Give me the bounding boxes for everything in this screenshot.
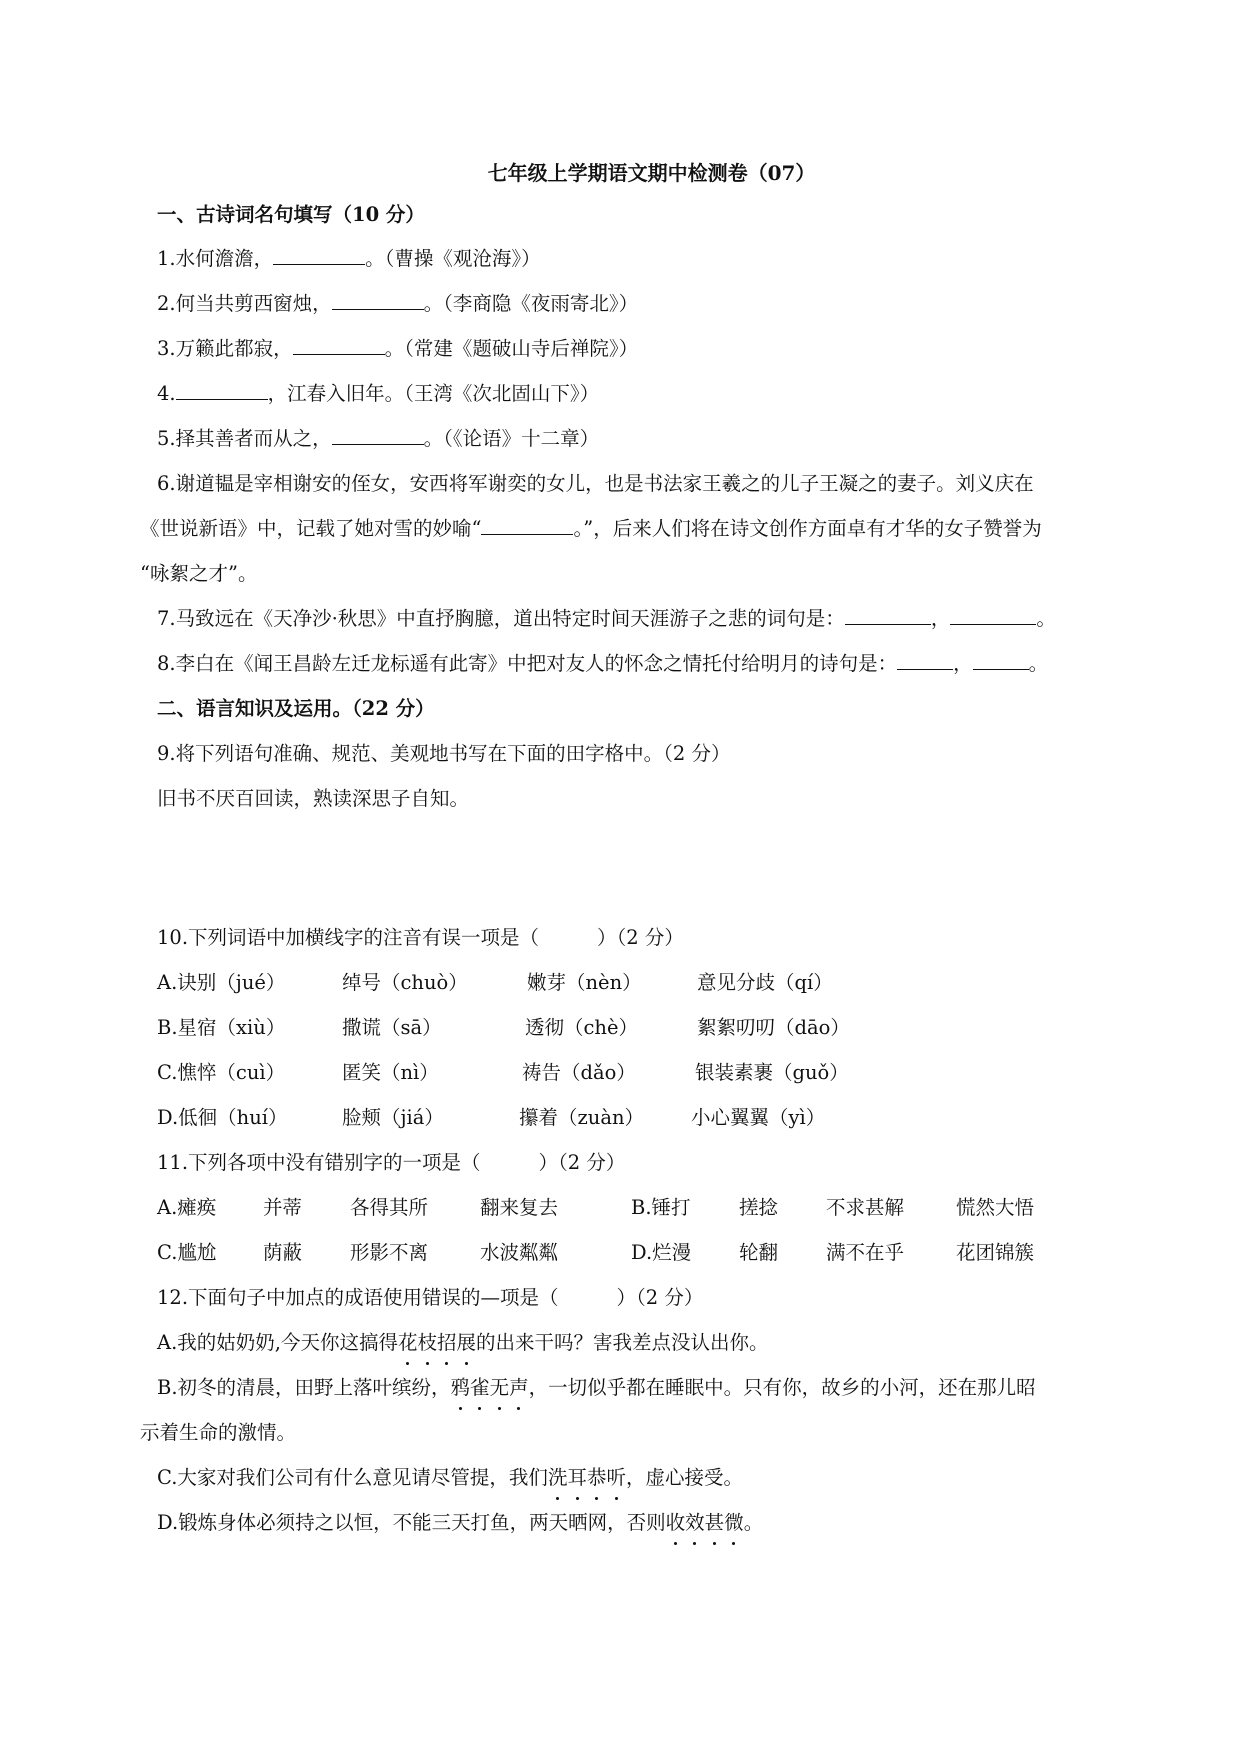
q2-source: 。（李商隐《夜雨寄北》） [423,292,639,315]
q6-answer-blank[interactable] [481,518,573,535]
page-title: 七年级上学期语文期中检测卷（07） [487,161,816,185]
q4-number: 4. [157,382,176,405]
q4-answer-blank[interactable] [176,383,268,400]
q7-comma: ， [930,607,951,630]
q10-b-2: 撒谎（sā） [342,1016,442,1039]
q10-stem-text: 10.下列词语中加横线字的注音有误一项是（ [157,926,540,949]
q5-source: 。（《论语》十二章） [423,427,600,450]
q10-score: ）（2 分） [597,926,684,949]
question-9-text: 旧书不厌百回读，熟读深思子自知。 [157,787,470,810]
q12-a-dotted-idiom [398,1331,476,1354]
q7-end: 。 [1036,607,1056,630]
question-4 [157,381,599,407]
q8-answer-blank-2[interactable] [973,653,1029,670]
q10-c-4: 银装素裹（guǒ） [695,1061,849,1084]
q7-answer-blank-1[interactable] [845,608,931,625]
question-6-line1: 6.谢道韫是宰相谢安的侄女，安西将军谢奕的女儿，也是书法家王羲之的儿子王凝之的妻子。刘义庆在 [157,472,1034,495]
q12-c-dotted-idiom [548,1466,626,1489]
q11-score: ）（2 分） [538,1151,626,1174]
dotted-char: 雀 [470,1376,490,1399]
q12-option-a [157,1330,769,1356]
q10-a-4: 意见分歧（qí） [697,971,833,994]
q11-row1-4: 翻来复去 [480,1196,559,1219]
dotted-char: 鸦 [450,1376,471,1399]
q12-option-b [157,1375,1036,1401]
q10-c-2: 匿笑（nì） [342,1061,439,1084]
q11-row1-3: 各得其所 [350,1196,429,1219]
q11-row2-8: 花团锦簇 [956,1241,1035,1264]
q2-answer-blank[interactable] [332,293,424,310]
q11-row1-2: 并蒂 [263,1196,303,1219]
q7-text: 7.马致远在《天净沙·秋思》中直抒胸臆，道出特定时间天涯游子之悲的词句是： [157,607,845,630]
dotted-char: 甚 [704,1511,725,1534]
q11-row1-1: A.瘫痪 [157,1196,217,1219]
section1-heading: 一、古诗词名句填写（10 分） [157,203,425,226]
q11-row1-8: 慌然大悟 [956,1196,1035,1219]
q10-b-1: B.星宿（xiù） [157,1016,286,1039]
q1-text: 1.水何澹澹， [157,247,274,270]
question-11-stem [157,1150,625,1176]
q11-option-row-2 [157,1240,1117,1266]
q12-stem-text: 12.下面句子中加点的成语使用错误的—项是（ [157,1286,559,1309]
q10-d-4: 小心翼翼（yì） [691,1106,826,1129]
q5-answer-blank[interactable] [332,428,424,445]
q12-option-d [157,1510,763,1536]
q12-b-text: B.初冬的清晨，田野上落叶缤纷， [157,1376,451,1399]
question-5 [157,426,599,452]
dotted-char: 收 [665,1511,686,1534]
q11-row1-6: 搓捻 [739,1196,779,1219]
dotted-char: 花 [397,1331,418,1354]
dotted-char: 洗 [547,1466,568,1489]
q12-b-dotted-idiom [451,1376,529,1399]
dotted-char: 展 [456,1331,477,1354]
dotted-char: 招 [437,1331,457,1354]
q10-option-row-d [157,1105,1117,1131]
q11-row2-4: 水波粼粼 [480,1241,559,1264]
q10-d-3: 攥着（zuàn） [519,1106,645,1129]
q12-option-c [157,1465,743,1491]
q5-text: 5.择其善者而从之， [157,427,332,450]
q11-row2-6: 轮翻 [739,1241,779,1264]
q3-answer-blank[interactable] [293,338,385,355]
q11-stem-text: 11.下列各项中没有错别字的一项是（ [157,1151,481,1174]
q10-b-4: 絮絮叨叨（dāo） [697,1016,850,1039]
q11-row2-7: 满不在乎 [826,1241,905,1264]
dotted-char: 效 [685,1511,705,1534]
question-8 [157,651,1048,677]
q3-source: 。（常建《题破山寺后禅院》） [384,337,639,360]
question-3 [157,336,638,362]
q12-d-text-after: 。 [743,1511,764,1534]
q8-answer-blank-1[interactable] [897,653,953,670]
question-10-stem [157,925,684,951]
q12-a-text: A.我的姑奶奶,今天你这搞得 [157,1331,398,1354]
q10-option-row-c [157,1060,1117,1086]
q10-a-1: A.诀别（jué） [157,971,286,994]
q12-d-text: D.锻炼身体必须持之以恒，不能三天打鱼，两天晒网，否则 [157,1511,666,1534]
q12-score: ）（2 分） [616,1286,704,1309]
q4-text: ，江春入旧年。（王湾《次北固山下》） [267,382,600,405]
q7-answer-blank-2[interactable] [950,608,1036,625]
q10-a-3: 嫩芽（nèn） [527,971,642,994]
q10-c-3: 祷告（dǎo） [522,1061,636,1084]
question-12-stem [157,1285,703,1311]
q10-b-3: 透彻（chè） [525,1016,639,1039]
q12-c-text-after: ，虚心接受。 [626,1466,744,1489]
q2-text: 2.何当共剪西窗烛， [157,292,332,315]
dotted-char: 枝 [417,1331,438,1354]
section2-heading: 二、语言知识及运用。（22 分） [157,697,435,720]
q12-d-dotted-idiom [666,1511,744,1534]
q11-row1-5: B.锤打 [631,1196,691,1219]
q12-a-text-after: 的出来干吗？害我差点没认出你。 [476,1331,769,1354]
q8-comma: ， [953,652,973,675]
question-7 [157,606,1056,632]
q6-text-after: 。”，后来人们将在诗文创作方面卓有才华的女子赞誉为 [573,517,1042,540]
q10-option-row-a [157,970,1117,996]
q11-row1-7: 不求甚解 [826,1196,905,1219]
q11-row2-1: C.尴尬 [157,1241,217,1264]
q12-c-text: C.大家对我们公司有什么意见请尽管提，我们 [157,1466,548,1489]
q6-text: 《世说新语》中，记载了她对雪的妙喻“ [140,517,482,540]
dotted-char: 无 [489,1376,510,1399]
q10-option-row-b [157,1015,1117,1041]
q8-text: 8.李白在《闻王昌龄左迁龙标遥有此寄》中把对友人的怀念之情托付给明月的诗句是： [157,652,898,675]
dotted-char: 耳 [567,1466,587,1489]
q8-end: 。 [1028,652,1049,675]
q1-answer-blank[interactable] [273,248,365,265]
q1-source: 。（曹操《观沧海》） [365,247,541,270]
q12-b-text-after: ，一切似乎都在睡眠中。只有你，故乡的小河，还在那儿昭 [528,1376,1036,1399]
question-6-line2 [140,516,1042,542]
q10-c-1: C.憔悴（cuì） [157,1061,286,1084]
question-1 [157,246,541,272]
q11-row2-2: 荫蔽 [263,1241,303,1264]
q3-text: 3.万籁此都寂， [157,337,293,360]
dotted-char: 听 [606,1466,626,1489]
q10-d-2: 脸颊（jiá） [342,1106,444,1129]
dotted-char: 声 [509,1376,529,1399]
q10-d-1: D.低徊（huí） [157,1106,288,1129]
question-9-stem: 9.将下列语句准确、规范、美观地书写在下面的田字格中。（2 分） [157,742,731,765]
dotted-char: 微 [724,1511,744,1534]
q11-option-row-1 [157,1195,1117,1221]
q11-row2-3: 形影不离 [350,1241,429,1264]
q10-a-2: 绰号（chuò） [342,971,468,994]
dotted-char: 恭 [586,1466,607,1489]
q11-row2-5: D.烂漫 [631,1241,692,1264]
q12-option-b-line2: 示着生命的激情。 [140,1421,297,1444]
question-6-line3: “咏絮之才”。 [140,562,258,585]
question-2 [157,291,638,317]
